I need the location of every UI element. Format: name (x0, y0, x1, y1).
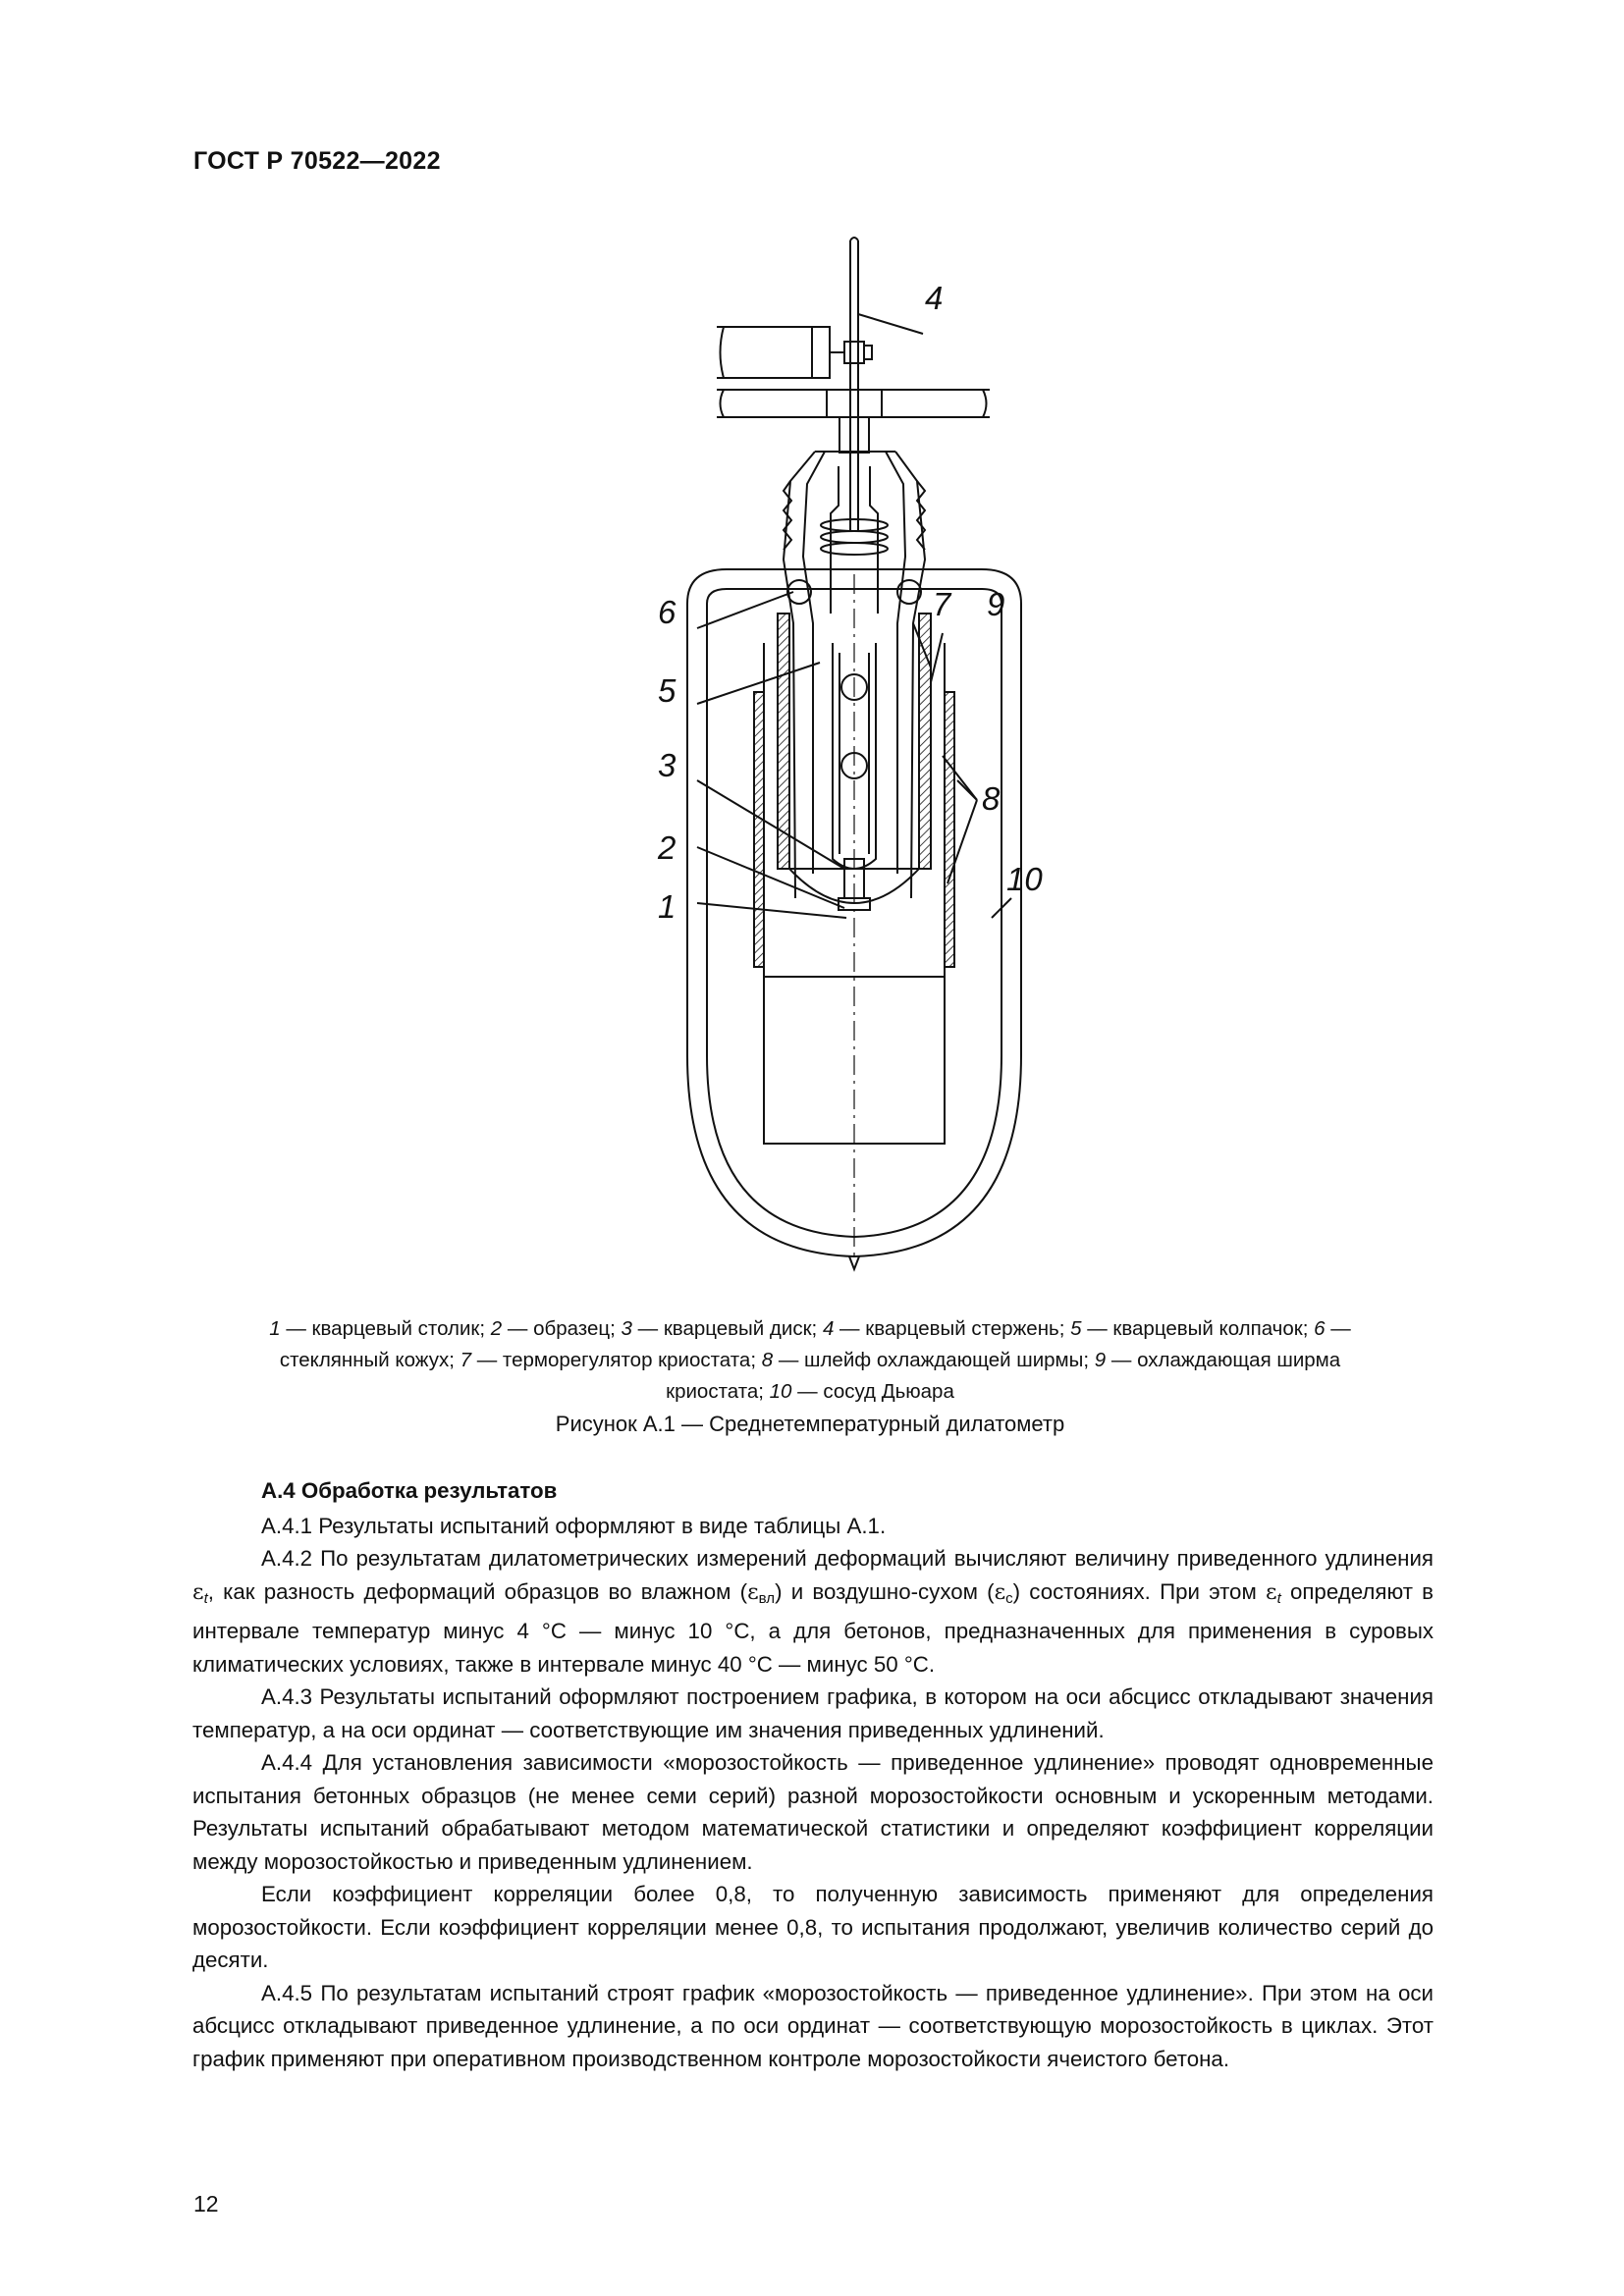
callout-5: 5 (658, 672, 677, 709)
paragraph-a45: А.4.5 По результатам испытаний строят график «морозостойкость — приведенное удлинение». При этом на оси абсцисс откладывают приведенное удлинение, а по оси ординат — соответствующую морозостойкость в циклах. Этот график применяют при оперативном производственном контроле морозостойкости ячеистого бетона. (192, 1980, 1434, 2071)
legend-text: — стеклянный кожух; (279, 1317, 1351, 1371)
legend-num: 9 (1094, 1349, 1107, 1371)
page-number: 12 (193, 2191, 219, 2216)
callout-10: 10 (1006, 861, 1043, 897)
legend-num: 4 (822, 1317, 835, 1340)
callout-1: 1 (658, 888, 677, 925)
legend-text: — кварцевый колпачок; (1081, 1317, 1315, 1340)
legend-num: 3 (621, 1317, 632, 1340)
legend-num: 7 (460, 1349, 472, 1371)
paragraph-correlation: Если коэффициент корреляции более 0,8, то полученную зависимость применяют для определения морозостойкости. Если коэффициент корреляции менее 0,8, то испытания продолжают, увеличив количество серий до десяти. (192, 1882, 1434, 1972)
document-header: ГОСТ Р 70522—2022 (193, 147, 441, 175)
legend-num: 6 (1314, 1317, 1326, 1340)
paragraph-a41: А.4.1 Результаты испытаний оформляют в виде таблицы А.1. (261, 1513, 887, 1538)
legend-num: 2 (490, 1317, 503, 1340)
callout-4: 4 (925, 280, 944, 316)
legend-text: — шлейф охлаждающей ширмы; (773, 1349, 1095, 1371)
callout-7: 7 (933, 586, 951, 622)
callout-8: 8 (982, 780, 1001, 817)
callout-9: 9 (987, 586, 1005, 622)
legend-num: 1 (269, 1317, 281, 1340)
paragraph-a43: А.4.3 Результаты испытаний оформляют построением графика, в котором на оси абсцисс откладывают значения температур, а на оси ординат — соответствующие им значения приведенных удлинений. (192, 1684, 1434, 1742)
callout-3: 3 (658, 747, 677, 783)
callout-2: 2 (658, 829, 677, 866)
legend-text: — охлаждающая ширма криостата; (666, 1349, 1341, 1403)
section-heading: А.4 Обработка результатов (261, 1478, 558, 1503)
figure-caption: Рисунок А.1 — Среднетемпературный дилатометр (555, 1412, 1065, 1436)
dilatometer-figure (619, 231, 1070, 1291)
legend-num: 8 (761, 1349, 774, 1371)
paragraph-a42: А.4.2 По результатам дилатометрических измерений деформаций вычисляют величину приведенного удлинения $\varepsilon_t$, как разность деформаций образцов во влажном $(\varepsilon_{вл})$ и воздушно-сухом $(\varepsilon_с)$ состояниях. При этом $\varepsilon_t$ определяют в интервале температур минус 4 °С — минус 10 °С, а для бетонов, предназначенных для применения в суровых климатических условиях, также в интервале минус 40 °С — минус 50 °С. (192, 1546, 1434, 1677)
legend-text: — терморегулятор криостата; (471, 1349, 762, 1371)
figure-legend (245, 1313, 1375, 1408)
section-body (192, 1474, 1434, 2075)
legend-text: — сосуд Дьюара (791, 1380, 954, 1403)
legend-num: 10 (769, 1380, 792, 1403)
legend-text: — кварцевый стержень; (834, 1317, 1071, 1340)
legend-text: — кварцевый диск; (631, 1317, 823, 1340)
paragraph-a44: А.4.4 Для установления зависимости «морозостойкость — приведенное удлинение» проводят одновременные испытания бетонных образцов (не менее семи серий) разной морозостойкости основным и ускоренным методами. Результаты испытаний обрабатывают методом математической статистики и определяют коэффициент корреляции между морозостойкостью и приведенным удлинением. (192, 1750, 1434, 1874)
callout-6: 6 (658, 594, 677, 630)
legend-num: 5 (1070, 1317, 1082, 1340)
legend-text: — кварцевый столик; (280, 1317, 491, 1340)
legend-text: — образец; (502, 1317, 622, 1340)
